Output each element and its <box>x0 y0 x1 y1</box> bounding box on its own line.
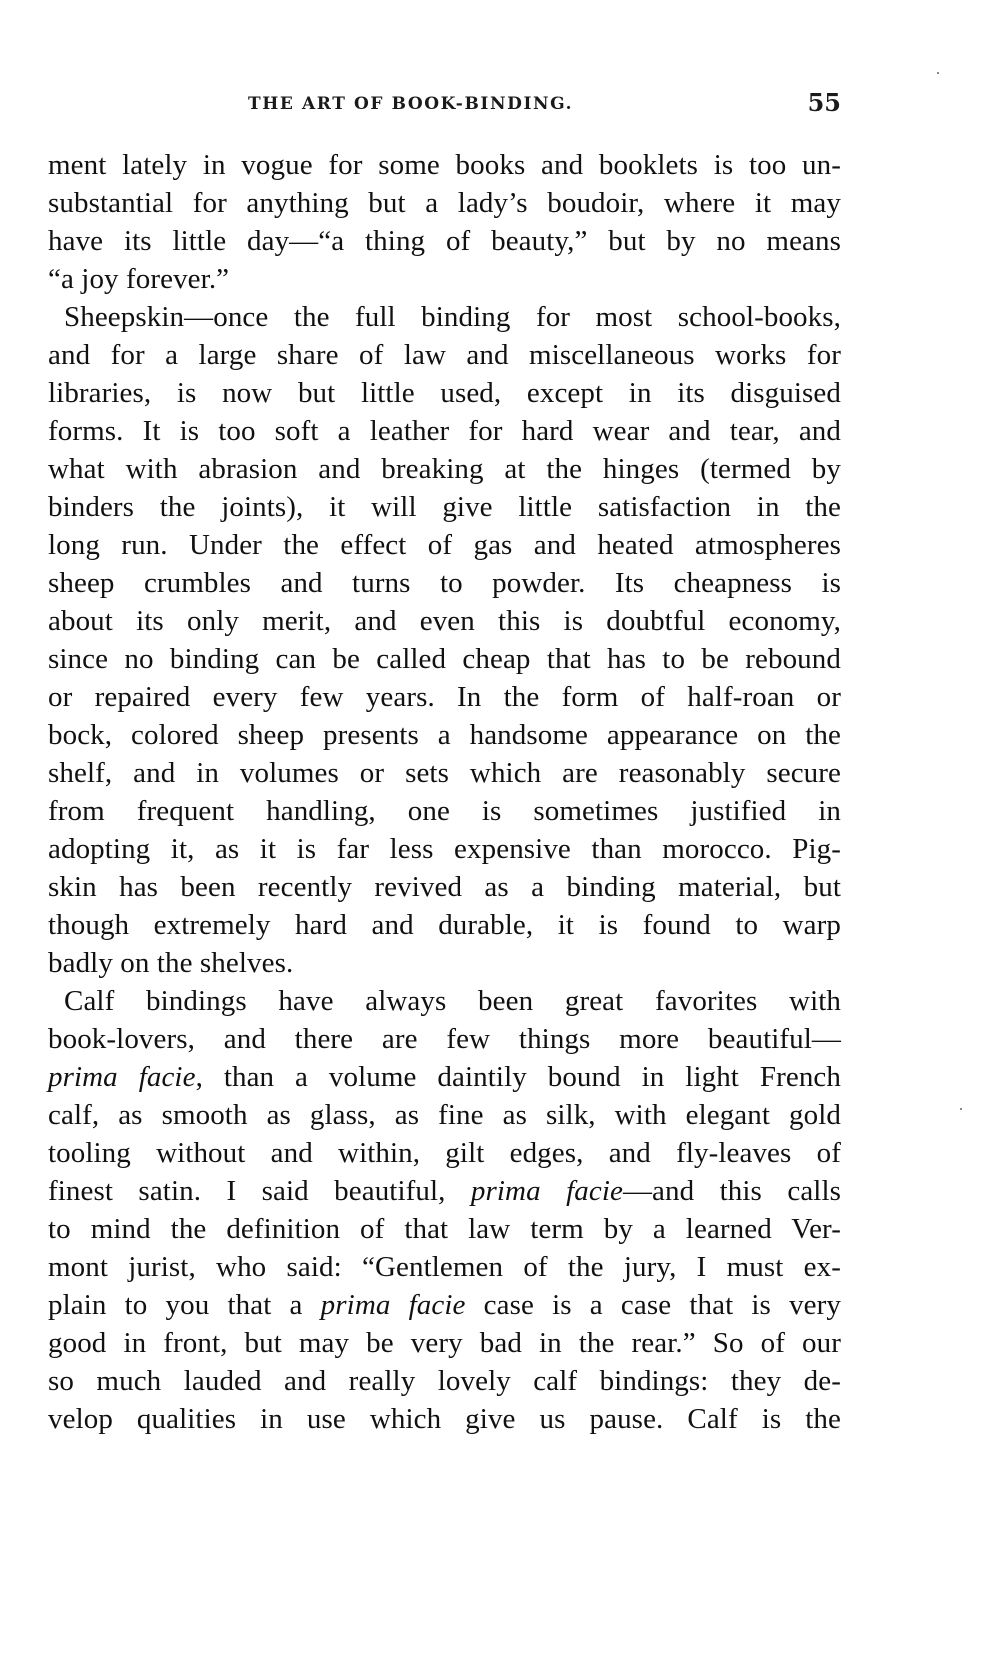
text-line <box>48 412 841 450</box>
text-run: or repaired every few years. In the form of half-roan or <box>48 681 841 713</box>
text-line <box>48 450 841 488</box>
text-run: and for a large share of law and miscellaneous works for <box>48 339 841 371</box>
text-line <box>48 906 841 944</box>
text-run: since no binding can be called cheap that has to be rebound <box>48 643 841 675</box>
text-line <box>48 1096 841 1134</box>
text-run: long run. Under the effect of gas and heated atmospheres <box>48 529 841 561</box>
text-run: binders the joints), it will give little satisfaction in the <box>48 491 841 523</box>
text-run: calf, as smooth as glass, as fine as silk, with elegant gold <box>48 1099 841 1131</box>
text-run: about its only merit, and even this is doubtful economy, <box>48 605 841 637</box>
book-page <box>48 0 841 1438</box>
text-run: mont jurist, who said: “Gentlemen of the jury, I must ex- <box>48 1251 841 1283</box>
text-line <box>48 678 841 716</box>
italic-phrase: prima facie <box>320 1289 466 1321</box>
text-run: velop qualities in use which give us pause. Calf is the <box>48 1403 841 1435</box>
text-run: plain to you that a <box>48 1289 321 1321</box>
text-run: forms. It is too soft a leather for hard wear and tear, and <box>48 415 841 447</box>
text-run: from frequent handling, one is sometimes justified in <box>48 795 841 827</box>
text-line <box>48 488 841 526</box>
text-run: libraries, is now but little used, except in its disguised <box>48 377 841 409</box>
text-line <box>48 1172 841 1210</box>
text-line <box>48 146 841 184</box>
text-run: “a joy forever.” <box>48 263 230 295</box>
text-run: Sheepskin—once the full binding for most school-books, <box>64 301 841 333</box>
scan-speck <box>937 72 939 74</box>
scan-speck <box>960 1108 962 1110</box>
running-title: THE ART OF BOOK-BINDING. <box>248 94 574 114</box>
text-run: book-lovers, and there are few things more beautiful— <box>48 1023 841 1055</box>
text-line <box>48 1324 841 1362</box>
text-line <box>48 184 841 222</box>
text-run: finest satin. I said beautiful, <box>48 1175 471 1207</box>
text-run: what with abrasion and breaking at the hinges (termed by <box>48 453 841 485</box>
running-head <box>48 86 841 146</box>
text-run: substantial for anything but a lady’s boudoir, where it may <box>48 187 841 219</box>
text-line <box>48 260 841 298</box>
paragraph-first-line <box>48 298 841 336</box>
text-run: ment lately in vogue for some books and booklets is too un- <box>48 149 841 181</box>
text-line <box>48 336 841 374</box>
text-run: skin has been recently revived as a binding material, but <box>48 871 841 903</box>
text-line <box>48 1020 841 1058</box>
paragraph-first-line <box>48 982 841 1020</box>
text-line <box>48 1134 841 1172</box>
text-run: good in front, but may be very bad in the rear.” So of our <box>48 1327 841 1359</box>
text-run: have its little day—“a thing of beauty,” but by no means <box>48 225 841 257</box>
text-run: , than a volume daintily bound in light French <box>195 1061 842 1093</box>
text-line <box>48 374 841 412</box>
text-run: bock, colored sheep presents a handsome appearance on the <box>48 719 841 751</box>
text-run: badly on the shelves. <box>48 947 294 979</box>
text-run: shelf, and in volumes or sets which are reasonably secure <box>48 757 841 789</box>
text-line <box>48 564 841 602</box>
italic-phrase: prima facie <box>470 1175 623 1207</box>
text-line <box>48 944 841 982</box>
text-line <box>48 222 841 260</box>
text-line <box>48 754 841 792</box>
text-run: —and this calls <box>622 1175 841 1207</box>
text-line <box>48 716 841 754</box>
text-run: Calf bindings have always been great favorites with <box>64 985 841 1017</box>
text-run: adopting it, as it is far less expensive than morocco. Pig- <box>48 833 841 865</box>
body-text <box>48 146 841 1438</box>
text-line <box>48 1058 841 1096</box>
text-line <box>48 526 841 564</box>
text-line <box>48 830 841 868</box>
text-line <box>48 640 841 678</box>
text-run: to mind the definition of that law term by a learned Ver- <box>48 1213 841 1245</box>
text-run: tooling without and within, gilt edges, and fly-leaves of <box>48 1137 841 1169</box>
text-line <box>48 868 841 906</box>
text-line <box>48 1248 841 1286</box>
italic-phrase: prima facie <box>48 1061 196 1093</box>
page-number: 55 <box>807 88 841 117</box>
text-run: so much lauded and really lovely calf bindings: they de- <box>48 1365 841 1397</box>
text-line <box>48 1210 841 1248</box>
text-line <box>48 602 841 640</box>
text-line <box>48 1362 841 1400</box>
text-line <box>48 792 841 830</box>
text-line <box>48 1286 841 1324</box>
text-run: sheep crumbles and turns to powder. Its cheapness is <box>48 567 841 599</box>
text-run: though extremely hard and durable, it is found to warp <box>48 909 841 941</box>
text-run: case is a case that is very <box>465 1289 842 1321</box>
text-line <box>48 1400 841 1438</box>
